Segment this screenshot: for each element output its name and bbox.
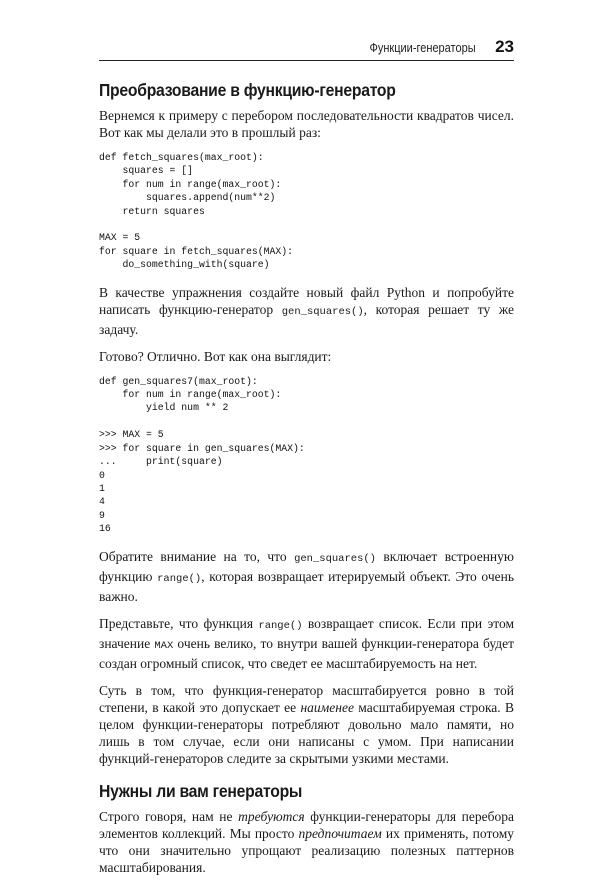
paragraph-intro: Вернемся к примеру с перебором последовательности квадратов чисел. Вот как мы делали это в прошлый раз: — [99, 108, 514, 140]
paragraph-point: Суть в том, что функция-генератор масштабируется ровно в той степени, в какой это допускает ее наименее масштабируемая строка. В целом функции-генераторы потребляют довольно мало памяти, но лишь в том случае, если они написаны с умом. При написании функций-генераторов следите за скрытыми узкими местами. — [99, 682, 514, 766]
inline-code: gen_squares() — [294, 552, 376, 565]
code-block-gen-squares: def gen_squares7(max_root): for num in range(max_root): yield num ** 2 >>> MAX = 5 >>> for square in gen_squares(MAX): ... print(square) 0 1 4 9 16 — [99, 375, 305, 535]
inline-code: MAX — [154, 639, 174, 652]
page-content — [99, 80, 514, 886]
section-heading-need-generators: Нужны ли вам генераторы — [99, 780, 303, 801]
running-head: Функции-генераторы — [369, 41, 476, 55]
page-header — [99, 38, 514, 61]
emphasis: предпочитаем — [298, 825, 382, 841]
inline-code: range() — [258, 619, 303, 632]
paragraph-note: Обратите внимание на то, что gen_squares() включает встроенную функцию range(), которая возвращает итерируемый объект. Это очень важно. — [99, 548, 514, 604]
paragraph-imagine: Представьте, что функция range() возвращает список. Если при этом значение MAX очень велико, то внутри вашей функции-генератора будет создан огромный список, что сведет ее масштабируемость на нет. — [99, 615, 514, 671]
emphasis: требуются — [238, 808, 305, 824]
inline-code: gen_squares() — [281, 305, 364, 318]
inline-code: range() — [157, 572, 202, 585]
section-heading-conversion: Преобразование в функцию-генератор — [99, 80, 396, 100]
page-number: 23 — [495, 37, 514, 56]
emphasis: наименее — [300, 699, 354, 715]
code-block-fetch-squares: def fetch_squares(max_root): squares = [] for num in range(max_root): squares.append(num**2) return squares MAX = 5 for square in fetch_squares(MAX): do_something_with(square) — [99, 152, 294, 271]
paragraph-need: Строго говоря, нам не требуются функции-генераторы для перебора элементов коллекций. Мы просто предпочитаем их применять, потому что они значительно упрощают реализацию полезных паттернов масштабирования. — [99, 808, 514, 875]
paragraph-ready: Готово? Отлично. Вот как она выглядит: — [99, 348, 332, 364]
paragraph-exercise: В качестве упражнения создайте новый файл Python и попробуйте написать функцию-генератор gen_squares(), которая решает ту же задачу. — [99, 284, 514, 337]
